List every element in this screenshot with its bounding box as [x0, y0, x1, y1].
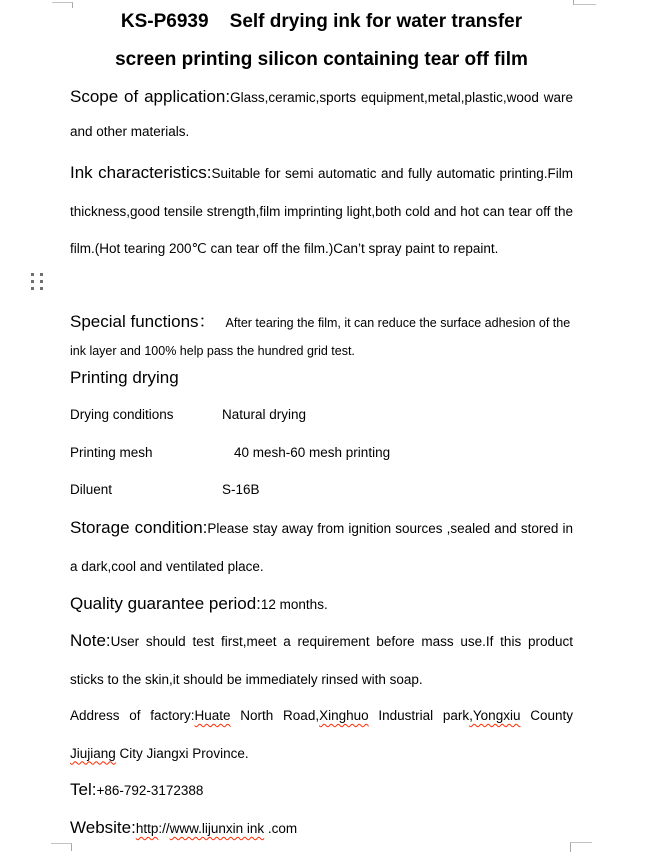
address-text: City Jiangxi Province. [115, 745, 249, 761]
ink-label: Ink characteristics: [70, 163, 212, 182]
quality-label: Quality guarantee period: [70, 594, 261, 613]
table-row[interactable] [70, 434, 573, 472]
address-misspelled-word: Jiujiang [70, 745, 116, 761]
scope-label: Scope of application: [70, 87, 231, 106]
table-row[interactable] [70, 396, 573, 434]
paragraph-quality-guarantee[interactable] [70, 585, 573, 624]
website-url-segment: .com [264, 821, 298, 836]
address-text: North Road, [230, 708, 320, 723]
text-boundary-mark-bottom-right [570, 842, 592, 852]
address-misspelled-word: ,Yongxiu [469, 708, 521, 723]
drying-table[interactable] [70, 396, 573, 509]
special-label: Special functions： [70, 312, 216, 331]
row-label: Diluent [70, 482, 113, 498]
row-value: 40 mesh-60 mesh printing [234, 444, 391, 460]
drag-handle-icon[interactable] [31, 273, 44, 292]
paragraph-scope-of-application[interactable] [70, 80, 573, 149]
website-url-segment: http [135, 821, 159, 836]
ink-text: Suitable for semi automatic and fully automatic printing.Film thickness,good tensile strength,film imprinting light,both cold and hot can tear off the film.(Hot tearing 200℃ can tear off the film.)Can’t spray paint to repaint. [70, 166, 574, 256]
website-url-segment: www.lijunxin ink [169, 821, 265, 836]
paragraph-tel[interactable] [70, 771, 573, 810]
paragraph-ink-characteristics[interactable] [70, 154, 573, 268]
address-text: County [520, 708, 573, 723]
address-misspelled-word: Huate [194, 708, 231, 723]
note-label: Note: [70, 631, 111, 650]
row-value: S-16B [222, 482, 260, 498]
document-title-line1[interactable]: KS-P6939 Self drying ink for water transfer [120, 11, 523, 32]
note-text: User should test first,meet a requirement before mass use.If this product sticks to the skin,it should be immediately rinsed with soap. [70, 634, 573, 687]
heading-printing-drying[interactable]: Printing drying [70, 368, 179, 387]
text-boundary-mark-bottom-left [51, 843, 72, 851]
scope-text: Glass,ceramic,sports equipment,metal,plastic,wood ware and other materials. [70, 90, 573, 139]
website-url-segment: :// [158, 821, 170, 836]
paragraph-special-functions[interactable] [70, 308, 573, 365]
row-value: Natural drying [222, 407, 307, 423]
paragraph-address[interactable] [70, 697, 573, 772]
tel-label: Tel: [70, 780, 97, 799]
row-label: Printing mesh [70, 444, 153, 460]
address-text: Industrial park [368, 708, 470, 723]
paragraph-note[interactable] [70, 622, 573, 698]
text-boundary-mark-top-right [573, 0, 596, 5]
storage-text: Please stay away from ignition sources ,sealed and stored in a dark,cool and ventilated place. [70, 521, 573, 574]
address-misspelled-word: Xinghuo [319, 708, 369, 723]
document-title-line2[interactable]: screen printing silicon containing tear off film [115, 49, 528, 70]
website-label: Website: [70, 818, 136, 837]
paragraph-storage-condition[interactable] [70, 509, 573, 585]
paragraph-website[interactable] [70, 809, 573, 848]
storage-label: Storage condition: [70, 518, 208, 537]
special-text: After tearing the film, it can reduce the surface adhesion of the ink layer and 100% help pass the hundred grid test. [70, 316, 571, 358]
row-label: Drying conditions [70, 407, 174, 423]
tel-number: +86-792-3172388 [96, 783, 204, 798]
address-text: Address of factory: [70, 708, 195, 723]
quality-text: 12 months. [260, 597, 328, 612]
table-row[interactable] [70, 471, 573, 509]
